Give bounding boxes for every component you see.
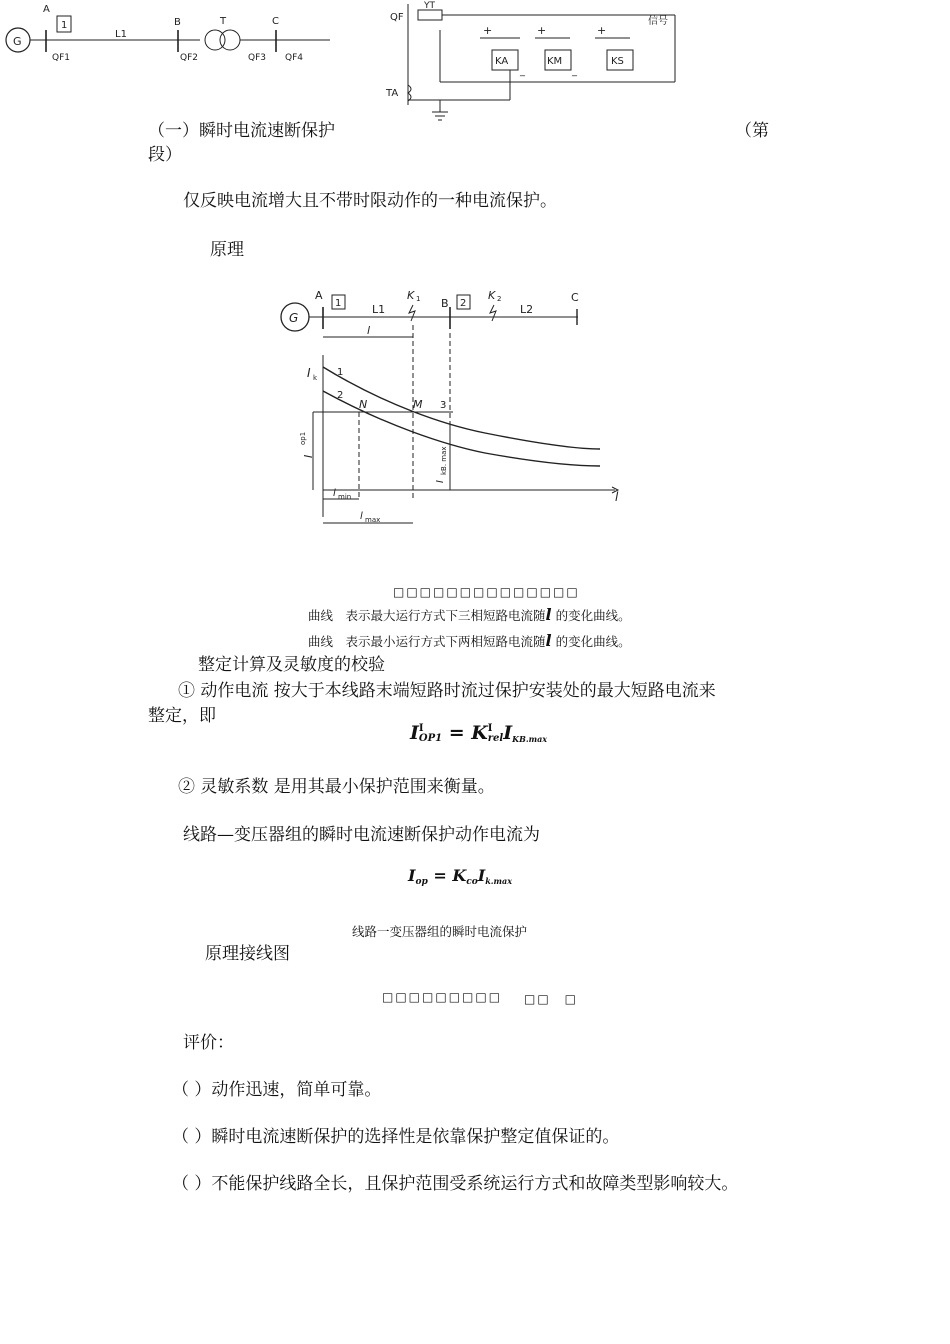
curve-relay-2-label: 2 xyxy=(460,298,467,309)
curve-ikb-label: I xyxy=(435,480,446,483)
top-line-diagram xyxy=(0,0,345,70)
f1-i-sub: KB.max xyxy=(512,734,548,744)
item-2: ② 灵敏系数 是用其最小保护范围来衡量。 xyxy=(178,777,495,797)
f2-eq: = xyxy=(433,866,447,885)
curve-note-2-end: 的变化曲线。 xyxy=(555,634,631,649)
curve-l2: L2 xyxy=(520,303,534,316)
signal-label: 信号 xyxy=(648,16,668,27)
plus-3: + xyxy=(597,24,607,37)
curve-bus-a: A xyxy=(315,289,323,302)
relay-box-1-label: 1 xyxy=(61,20,68,31)
curve-point-n: N xyxy=(359,398,368,411)
f1-i: I xyxy=(503,722,513,744)
transformer-caption: 线路一变压器组的瞬时电流保护 xyxy=(352,924,528,939)
qf2-label: QF2 xyxy=(180,53,198,63)
ka-label: KA xyxy=(495,56,509,67)
relay-wiring-diagram xyxy=(380,0,680,125)
minus-1: _ xyxy=(520,66,525,77)
f1-k: K xyxy=(471,722,488,744)
f1-k-sup: I xyxy=(487,723,493,734)
wiring-label: 原理接线图 xyxy=(205,944,290,964)
f1-eq: = xyxy=(448,722,465,744)
ta-label: TA xyxy=(386,88,399,99)
yt-label: YT xyxy=(424,1,435,11)
plus-2: + xyxy=(537,24,547,37)
curve-lmin: l xyxy=(333,488,336,499)
curve-ik-label: I xyxy=(307,366,311,380)
curve-note-1-end: 的变化曲线。 xyxy=(555,608,631,623)
f1-k-sub: rel xyxy=(487,733,504,744)
curve-lmax: l xyxy=(360,511,363,522)
bus-c-label: C xyxy=(272,16,279,27)
formula-operating-current xyxy=(410,722,547,744)
qf1-label: QF1 xyxy=(52,53,70,63)
curve-note-1 xyxy=(308,605,631,624)
curve-lmin-sub: min xyxy=(338,493,352,501)
f1-lhs: I xyxy=(410,722,419,744)
curve-iop-sub: op1 xyxy=(299,431,307,445)
curve-ik-sub: k xyxy=(313,374,318,382)
curve-1-label: 1 xyxy=(337,367,344,378)
evaluation-item-3: （ ）不能保护线路全长，且保护范围受系统运行方式和故障类型影响较大。 xyxy=(172,1174,739,1194)
curve-iop-label: I xyxy=(302,454,315,458)
l1-label: L1 xyxy=(115,29,127,40)
f2-i: I xyxy=(477,866,486,885)
figure-caption-garbled: □□□□□□□□□□□□□□ xyxy=(393,585,580,599)
stage-open: （第 xyxy=(735,121,769,141)
f1-lhs-sub: OP1 xyxy=(418,733,443,744)
f2-i-sub: k.max xyxy=(485,876,512,886)
curve-lmax-sub: max xyxy=(365,516,381,524)
curve-k2: K xyxy=(488,289,496,302)
km-label: KM xyxy=(547,56,563,67)
qf4-label: QF4 xyxy=(285,53,303,63)
evaluation-item-2: （ ）瞬时电流速断保护的选择性是依靠保护整定值保证的。 xyxy=(172,1127,620,1147)
curve-fig-generator-label: G xyxy=(289,311,299,325)
curve-note-2 xyxy=(308,631,631,650)
curve-l-span: l xyxy=(367,324,371,337)
garbled-caption-b: □□ □ xyxy=(524,992,579,1006)
curve-point-m: M xyxy=(413,398,423,411)
f2-lhs: I xyxy=(408,866,416,885)
stage-close: 段） xyxy=(148,145,182,165)
garbled-caption-a: □□□□□□□□□ xyxy=(382,990,503,1004)
evaluation-label: 评价： xyxy=(183,1033,234,1053)
f2-lhs-sub: op xyxy=(415,877,428,887)
f2-k: K xyxy=(452,866,467,885)
setting-subheading: 整定计算及灵敏度的校验 xyxy=(198,655,385,675)
curve-k1: K xyxy=(407,289,415,302)
f2-k-sub: co xyxy=(466,877,478,887)
short-circuit-curve-figure xyxy=(275,285,635,540)
formula-transformer-current xyxy=(408,866,512,887)
curve-ikb-sub: kB. max xyxy=(440,446,448,475)
curve-note-2-text: 曲线 表示最小运行方式下两相短路电流随 xyxy=(308,634,546,649)
curve-relay-1-label: 1 xyxy=(335,298,342,309)
ks-label: KS xyxy=(611,56,624,67)
bus-b-label: B xyxy=(174,17,181,28)
item-1-line-1: ① 动作电流 按大于本线路末端短路时流过保护安装处的最大短路电流来 xyxy=(178,681,716,701)
transformer-winding-1 xyxy=(205,30,225,50)
curve-k2-sub: 2 xyxy=(497,295,502,303)
item-1-line-2: 整定，即 xyxy=(148,706,216,726)
curve-note-2-var: l xyxy=(545,631,552,650)
curve-k1-sub: 1 xyxy=(416,295,421,303)
yt-coil xyxy=(418,10,442,20)
f1-lhs-sup: I xyxy=(418,723,424,734)
plus-1: + xyxy=(483,24,493,37)
curve-bus-c: C xyxy=(571,291,579,304)
curve-3-label: 3 xyxy=(440,400,447,411)
curve-l1: L1 xyxy=(372,303,386,316)
minus-2: _ xyxy=(572,66,577,77)
principle-label: 原理 xyxy=(210,240,244,260)
transformer-winding-2 xyxy=(220,30,240,50)
curve-bus-b: B xyxy=(441,297,449,310)
definition-paragraph: 仅反映电流增大且不带时限动作的一种电流保护。 xyxy=(183,191,557,211)
generator-label: G xyxy=(13,35,22,48)
evaluation-item-1: （ ）动作迅速，简单可靠。 xyxy=(172,1080,382,1100)
qf-label: QF xyxy=(390,12,404,23)
curve-2-label: 2 xyxy=(337,390,344,401)
transformer-label: T xyxy=(220,16,227,27)
section-heading: （一）瞬时电流速断保护 xyxy=(148,121,335,141)
transformer-paragraph: 线路—变压器组的瞬时电流速断保护动作电流为 xyxy=(183,825,540,845)
curve-note-1-var: l xyxy=(545,605,552,624)
curve-note-1-text: 曲线 表示最大运行方式下三相短路电流随 xyxy=(308,608,546,623)
curve-x-axis-l: l xyxy=(615,490,619,504)
bus-a-label: A xyxy=(43,4,50,15)
qf3-label: QF3 xyxy=(248,53,266,63)
